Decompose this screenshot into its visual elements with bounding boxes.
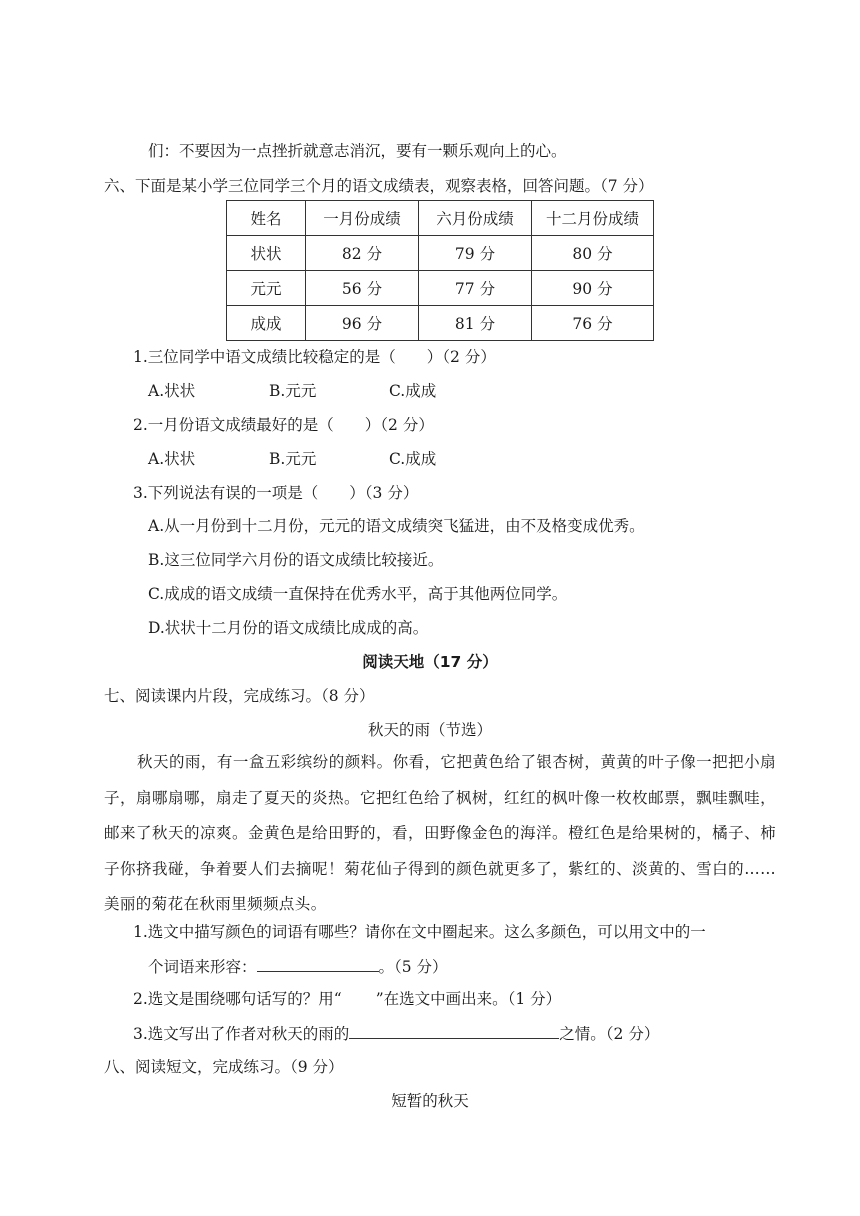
q7-sub1-text: 个词语来形容：	[148, 958, 257, 976]
table-header-cell: 六月份成绩	[419, 201, 532, 236]
score-table	[226, 200, 654, 341]
q7-heading: 七、阅读课内片段，完成练习。（8 分）	[104, 687, 375, 705]
table-cell: 79 分	[419, 236, 532, 271]
q7-sub2	[133, 989, 561, 1009]
q7-passage: 秋天的雨，有一盒五彩缤纷的颜料。你看，它把黄色给了银杏树，黄黄的叶子像一把把小扇子，扇哪扇哪，扇走了夏天的炎热。它把红色给了枫树，红红的枫叶像一枚枚邮票，飘哇飘哇，邮来了秋天的凉爽。金黄色是给田野的，看，田野像金色的海洋。橙红色是给果树的，橘子、柿子你挤我碰，争着要人们去摘呢！菊花仙子得到的颜色就更多了，紫红的、淡黄的、雪白的……美丽的菊花在秋雨里频频点头。	[104, 753, 776, 914]
q6-sub3-option-c: C.成成的语文成绩一直保持在优秀水平，高于其他两位同学。	[148, 585, 568, 603]
table-header-cell: 十二月份成绩	[532, 201, 654, 236]
q7-sub2-score: ”在选文中画出来。（1 分）	[375, 990, 562, 1008]
table-header-cell: 姓名	[227, 201, 306, 236]
table-cell: 81 分	[419, 306, 532, 341]
q7-sub1-line2	[148, 956, 448, 977]
q7-sub3-text: 3.选文写出了作者对秋天的雨的	[133, 1025, 350, 1043]
table-cell: 80 分	[532, 236, 654, 271]
q7-sub1-score: 。（5 分）	[378, 958, 448, 976]
table-cell: 76 分	[532, 306, 654, 341]
table-cell: 元元	[227, 271, 306, 306]
answer-blank[interactable]	[349, 1023, 559, 1039]
q8-passage-title: 短暂的秋天	[391, 1092, 469, 1110]
q7-sub3	[133, 1023, 659, 1044]
continued-line: 们：不要因为一点挫折就意志消沉，要有一颗乐观向上的心。	[148, 142, 567, 160]
q6-sub2-option-b: B.元元	[269, 450, 317, 468]
q6-sub3: 3.下列说法有误的一项是（ ）（3 分）	[133, 484, 419, 502]
q7-sub3-score: 之情。（2 分）	[559, 1025, 660, 1043]
answer-blank[interactable]	[257, 956, 379, 972]
table-row	[227, 306, 654, 341]
q6-sub2: 2.一月份语文成绩最好的是（ ）（2 分）	[133, 416, 434, 434]
q8-heading: 八、阅读短文，完成练习。（9 分）	[104, 1058, 344, 1076]
table-cell: 状状	[227, 236, 306, 271]
section-title: 阅读天地（17 分）	[362, 653, 498, 671]
table-cell: 77 分	[419, 271, 532, 306]
wavy-line-mark	[342, 989, 376, 1009]
q7-sub1-line1: 1.选文中描写颜色的词语有哪些？请你在文中圈起来。这么多颜色，可以用文中的一	[133, 923, 706, 941]
q6-sub3-option-d: D.状状十二月份的语文成绩比成成的高。	[148, 619, 429, 637]
q7-passage-title: 秋天的雨（节选）	[367, 721, 492, 739]
table-header-cell: 一月份成绩	[306, 201, 419, 236]
q6-sub1-option-c: C.成成	[389, 382, 437, 400]
table-header-row	[227, 201, 654, 236]
table-cell: 96 分	[306, 306, 419, 341]
q7-sub2-text: 2.选文是围绕哪句话写的？用“	[133, 990, 342, 1008]
table-cell: 56 分	[306, 271, 419, 306]
q6-sub3-option-a: A.从一月份到十二月份，元元的语文成绩突飞猛进，由不及格变成优秀。	[148, 517, 645, 535]
table-row	[227, 236, 654, 271]
q6-sub3-option-b: B.这三位同学六月份的语文成绩比较接近。	[148, 551, 444, 569]
q6-sub1: 1.三位同学中语文成绩比较稳定的是（ ）（2 分）	[133, 348, 496, 366]
table-cell: 82 分	[306, 236, 419, 271]
table-row	[227, 271, 654, 306]
table-cell: 90 分	[532, 271, 654, 306]
table-cell: 成成	[227, 306, 306, 341]
q6-sub1-option-a: A.状状	[148, 382, 196, 400]
q6-sub2-option-c: C.成成	[389, 450, 437, 468]
q6-heading: 六、下面是某小学三位同学三个月的语文成绩表，观察表格，回答问题。（7 分）	[104, 177, 654, 195]
q6-sub2-option-a: A.状状	[148, 450, 196, 468]
q6-sub1-option-b: B.元元	[269, 382, 317, 400]
